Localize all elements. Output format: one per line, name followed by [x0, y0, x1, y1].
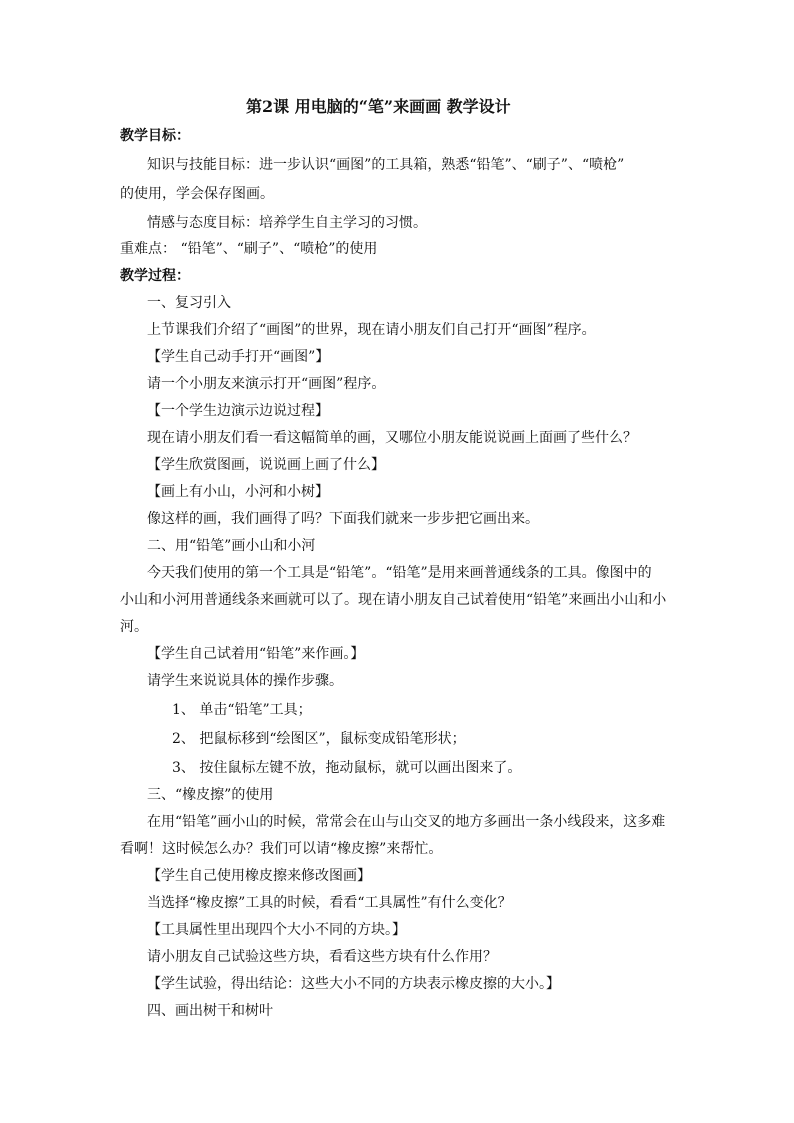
key-points-line: 重难点： “铅笔”、“刷子”、“喷枪”的使用	[120, 241, 378, 257]
paragraph-line: 小山和小河用普通线条来画就可以了。现在请小朋友自己试着使用“铅笔”来画出小山和小	[120, 592, 667, 608]
paragraph-line: 情感与态度目标：培养学生自主学习的习惯。	[147, 215, 427, 231]
paragraph-line: 请一个小朋友来演示打开“画图”程序。	[147, 376, 386, 392]
list-item: 1、 单击“铅笔”工具；	[172, 702, 312, 718]
paragraph-line: 在用“铅笔”画小山的时候，常常会在山与山交叉的地方多画出一条小线段来，这多难	[147, 814, 666, 830]
paragraph-line: 请学生来说说具体的操作步骤。	[147, 673, 343, 689]
paragraph-line: 现在请小朋友们看一看这幅简单的画，又哪位小朋友能说说画上面画了些什么？	[147, 430, 637, 446]
paragraph-line: 知识与技能目标：进一步认识“画图”的工具箱，熟悉“铅笔”、“刷子”、“喷枪”	[147, 157, 625, 173]
paragraph-line: 当选择“橡皮擦”工具的时候，看看“工具属性”有什么变化？	[147, 895, 512, 911]
bracket-note: 【工具属性里出现四个大小不同的方块。】	[147, 922, 406, 938]
bracket-note: 【一个学生边演示边说过程】	[147, 403, 329, 419]
subsection-heading: 四、画出树干和树叶	[147, 1003, 273, 1019]
bracket-note: 【学生试验，得出结论：这些大小不同的方块表示橡皮擦的大小。】	[147, 976, 560, 992]
paragraph-line: 像这样的画，我们画得了吗？下面我们就来一步步把它画出来。	[147, 511, 539, 527]
subsection-heading: 二、用“铅笔”画小山和小河	[147, 538, 316, 554]
subsection-heading: 三、“橡皮擦”的使用	[147, 787, 274, 803]
paragraph-line: 看啊！这时候怎么办？我们可以请“橡皮擦”来帮忙。	[120, 841, 443, 857]
bracket-note: 【学生自己使用橡皮擦来修改图画】	[147, 868, 371, 884]
list-item: 2、 把鼠标移到“绘图区”，鼠标变成铅笔形状；	[172, 731, 466, 747]
document-title: 第2课 用电脑的“笔”来画画 教学设计	[246, 97, 511, 116]
paragraph-line: 上节课我们介绍了“画图”的世界，现在请小朋友们自己打开“画图”程序。	[147, 322, 596, 338]
bracket-note: 【画上有小山，小河和小树】	[147, 484, 329, 500]
paragraph-line: 请小朋友自己试验这些方块，看看这些方块有什么作用？	[147, 949, 497, 965]
paragraph-line: 河。	[120, 619, 148, 635]
paragraph-line: 今天我们使用的第一个工具是“铅笔”。“铅笔”是用来画普通线条的工具。像图中的	[147, 565, 652, 581]
list-item: 3、 按住鼠标左键不放，拖动鼠标，就可以画出图来了。	[172, 760, 522, 776]
section-heading-objectives: 教学目标：	[120, 128, 190, 144]
subsection-heading: 一、复习引入	[147, 295, 231, 311]
bracket-note: 【学生欣赏图画，说说画上画了什么】	[147, 457, 385, 473]
bracket-note: 【学生自己试着用“铅笔”来作画。】	[147, 646, 365, 662]
section-heading-process: 教学过程：	[120, 268, 190, 284]
bracket-note: 【学生自己动手打开“画图”】	[147, 349, 330, 365]
paragraph-line: 的使用，学会保存图画。	[120, 186, 274, 202]
